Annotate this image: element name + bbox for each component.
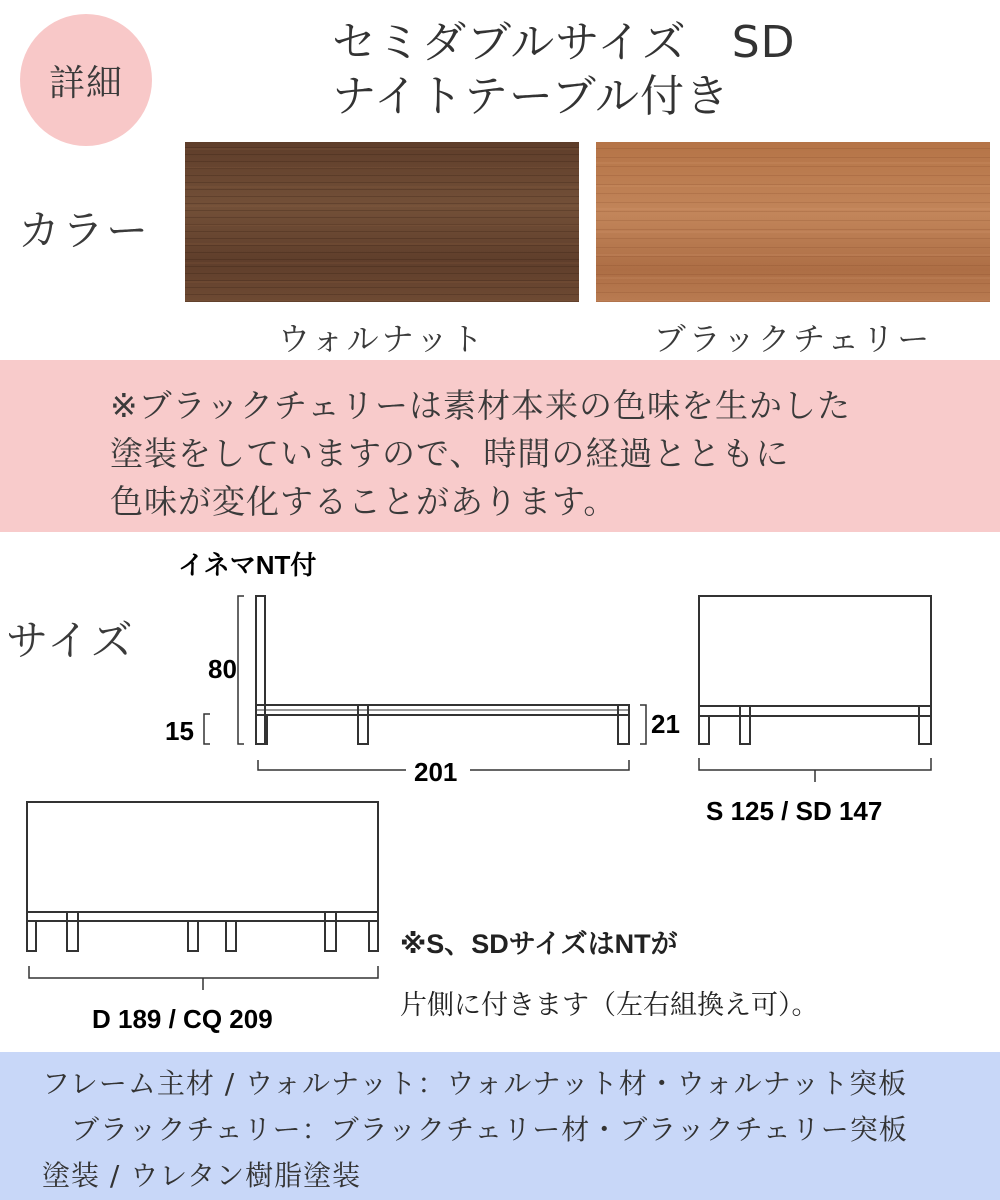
model-label: イネマNT付 (178, 550, 317, 580)
dim-label-width-d: D 189 / CQ 209 (92, 1004, 273, 1034)
dim-length-right (470, 760, 629, 770)
foot-leg-d-5 (325, 912, 336, 951)
spec-line-2: ブラックチェリー：ブラックチェリー材・ブラックチェリー突板 (42, 1113, 908, 1146)
note-line-2: 塗装をしていますので、時間の経過とともに (110, 434, 790, 473)
foot-leg-d-1 (27, 921, 36, 951)
dim-label-201: 201 (414, 757, 458, 787)
title-line-2: ナイトテーブル付き (332, 71, 730, 122)
note-line-1: ※ブラックチェリーは素材本来の色味を生かした (110, 386, 852, 425)
foot-board-s (699, 596, 931, 706)
foot-leg-s-3 (919, 706, 931, 744)
foot-leg-d-4 (226, 921, 236, 951)
dim-bracket-15 (204, 714, 210, 744)
black-cherry-swatch-label: ブラックチェリー (653, 320, 933, 358)
dim-label-21: 21 (651, 709, 680, 739)
black-cherry-swatch (596, 142, 990, 302)
detail-badge (20, 14, 152, 146)
dim-label-15: 15 (165, 716, 194, 746)
nt-note-line-2: 片側に付きます（左右組換え可）。 (400, 990, 819, 1020)
walnut-swatch-label: ウォルナット (277, 320, 487, 358)
foot-leg-s-1 (699, 716, 709, 744)
spec-line-3: 塗装 / ウレタン樹脂塗装 (42, 1159, 362, 1192)
dim-bracket-80 (238, 596, 244, 744)
color-section-label: カラー (18, 206, 151, 255)
side-leg-3 (618, 705, 629, 744)
page-title (332, 16, 796, 124)
foot-leg-d-3 (188, 921, 198, 951)
title-line-1: セミダブルサイズ SD (332, 17, 796, 68)
dim-label-80: 80 (208, 654, 237, 684)
foot-leg-d-2 (67, 912, 78, 951)
foot-rail-s (699, 706, 931, 716)
size-section-label: サイズ (6, 616, 135, 665)
color-note-box (0, 360, 1000, 532)
size-diagram (0, 540, 1000, 1050)
nt-note-line-1: ※S、SDサイズはNTが (400, 929, 678, 959)
dim-width-s (699, 758, 931, 770)
dim-bracket-21 (640, 705, 646, 744)
side-leg-2 (358, 705, 368, 744)
detail-badge-label: 詳細 (48, 62, 123, 104)
dim-width-d (29, 966, 378, 978)
foot-leg-d-6 (369, 921, 378, 951)
dim-length-left (258, 760, 406, 770)
foot-board-d (27, 802, 378, 912)
walnut-swatch (185, 142, 579, 302)
side-headboard (256, 596, 265, 744)
dim-label-width-s: S 125 / SD 147 (706, 796, 883, 826)
spec-line-1: フレーム主材 / ウォルナット：ウォルナット材・ウォルナット突板 (42, 1067, 908, 1100)
foot-leg-s-2 (740, 706, 750, 744)
note-line-3: 色味が変化することがあります。 (110, 482, 618, 521)
material-spec-box (0, 1052, 1000, 1200)
